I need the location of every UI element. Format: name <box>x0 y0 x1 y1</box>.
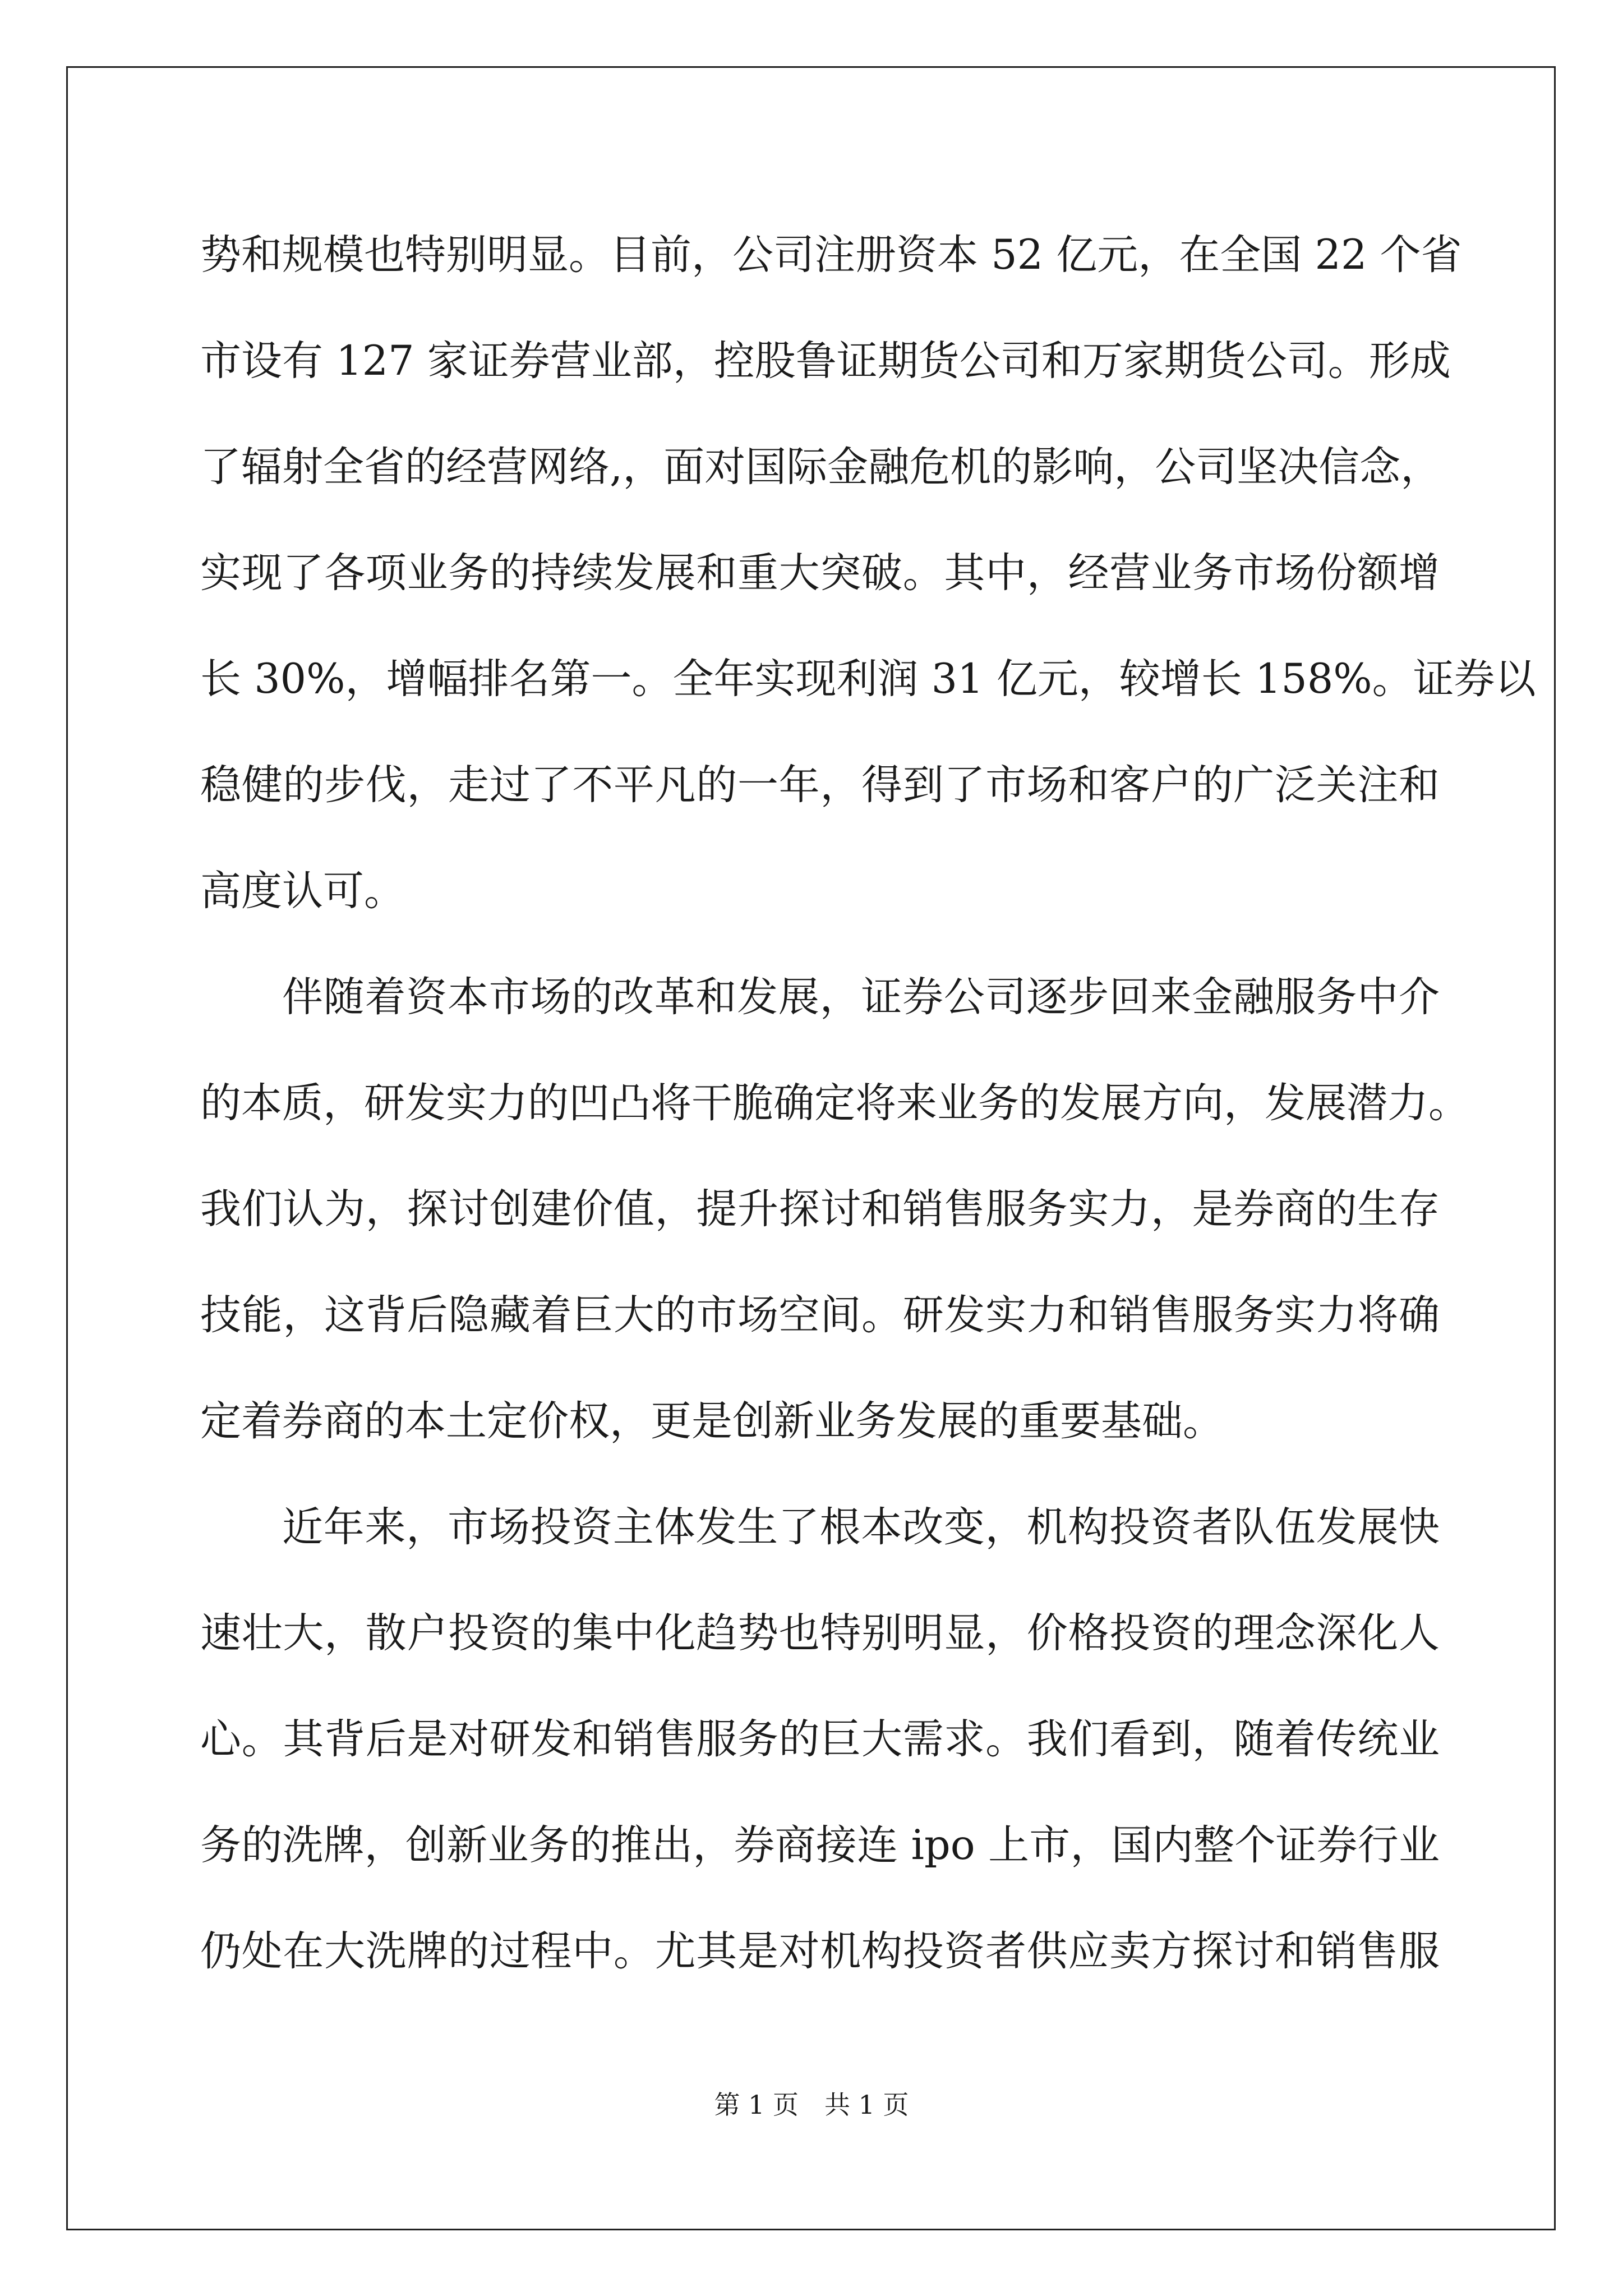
text-line: 近年来，市场投资主体发生了根本改变，机构投资者队伍发展快 <box>282 1503 1440 1551</box>
text-line: 定着券商的本土定价权，更是创新业务发展的重要基础。 <box>200 1397 1224 1445</box>
text-line: 的本质，研发实力的凹凸将干脆确定将来业务的发展方向，发展潜力。 <box>200 1079 1469 1127</box>
text-line: 稳健的步伐，走过了不平凡的一年，得到了市场和客户的广泛关注和 <box>200 761 1440 809</box>
text-line: 伴随着资本市场的改革和发展，证券公司逐步回来金融服务中介 <box>282 973 1440 1021</box>
text-line: 市设有 127 家证券营业部，控股鲁证期货公司和万家期货公司。形成 <box>200 337 1451 385</box>
text-line: 技能，这背后隐藏着巨大的市场空间。研发实力和销售服务实力将确 <box>200 1291 1440 1339</box>
text-line: 速壮大，散户投资的集中化趋势也特别明显，价格投资的理念深化人 <box>200 1609 1440 1657</box>
paragraph-2 <box>200 944 1469 1474</box>
text-line: 长 30%，增幅排名第一。全年实现利润 31 亿元，较增长 158%。证券以 <box>200 655 1536 703</box>
text-line: 我们认为，探讨创建价值，提升探讨和销售服务实力，是券商的生存 <box>200 1185 1440 1233</box>
page-total: 共 1 页 <box>824 2090 909 2120</box>
text-line: 高度认可。 <box>200 867 405 915</box>
paragraph-1 <box>200 202 1536 944</box>
text-line: 仍处在大洗牌的过程中。尤其是对机构投资者供应卖方探讨和销售服 <box>200 1927 1440 1975</box>
page-number: 第 1 页 <box>714 2090 799 2120</box>
text-line: 势和规模也特别明显。目前，公司注册资本 52 亿元，在全国 22 个省 <box>200 231 1462 279</box>
document-body <box>200 202 1536 2004</box>
text-line: 了辐射全省的经营网络,，面对国际金融危机的影响，公司坚决信念， <box>200 443 1442 491</box>
page-footer <box>0 2088 1623 2122</box>
text-line: 务的洗牌，创新业务的推出，券商接连 ipo 上市，国内整个证券行业 <box>200 1821 1440 1869</box>
text-line: 心。其背后是对研发和销售服务的巨大需求。我们看到，随着传统业 <box>200 1715 1440 1763</box>
paragraph-3 <box>200 1474 1440 2004</box>
text-line: 实现了各项业务的持续发展和重大突破。其中，经营业务市场份额增 <box>200 549 1440 597</box>
